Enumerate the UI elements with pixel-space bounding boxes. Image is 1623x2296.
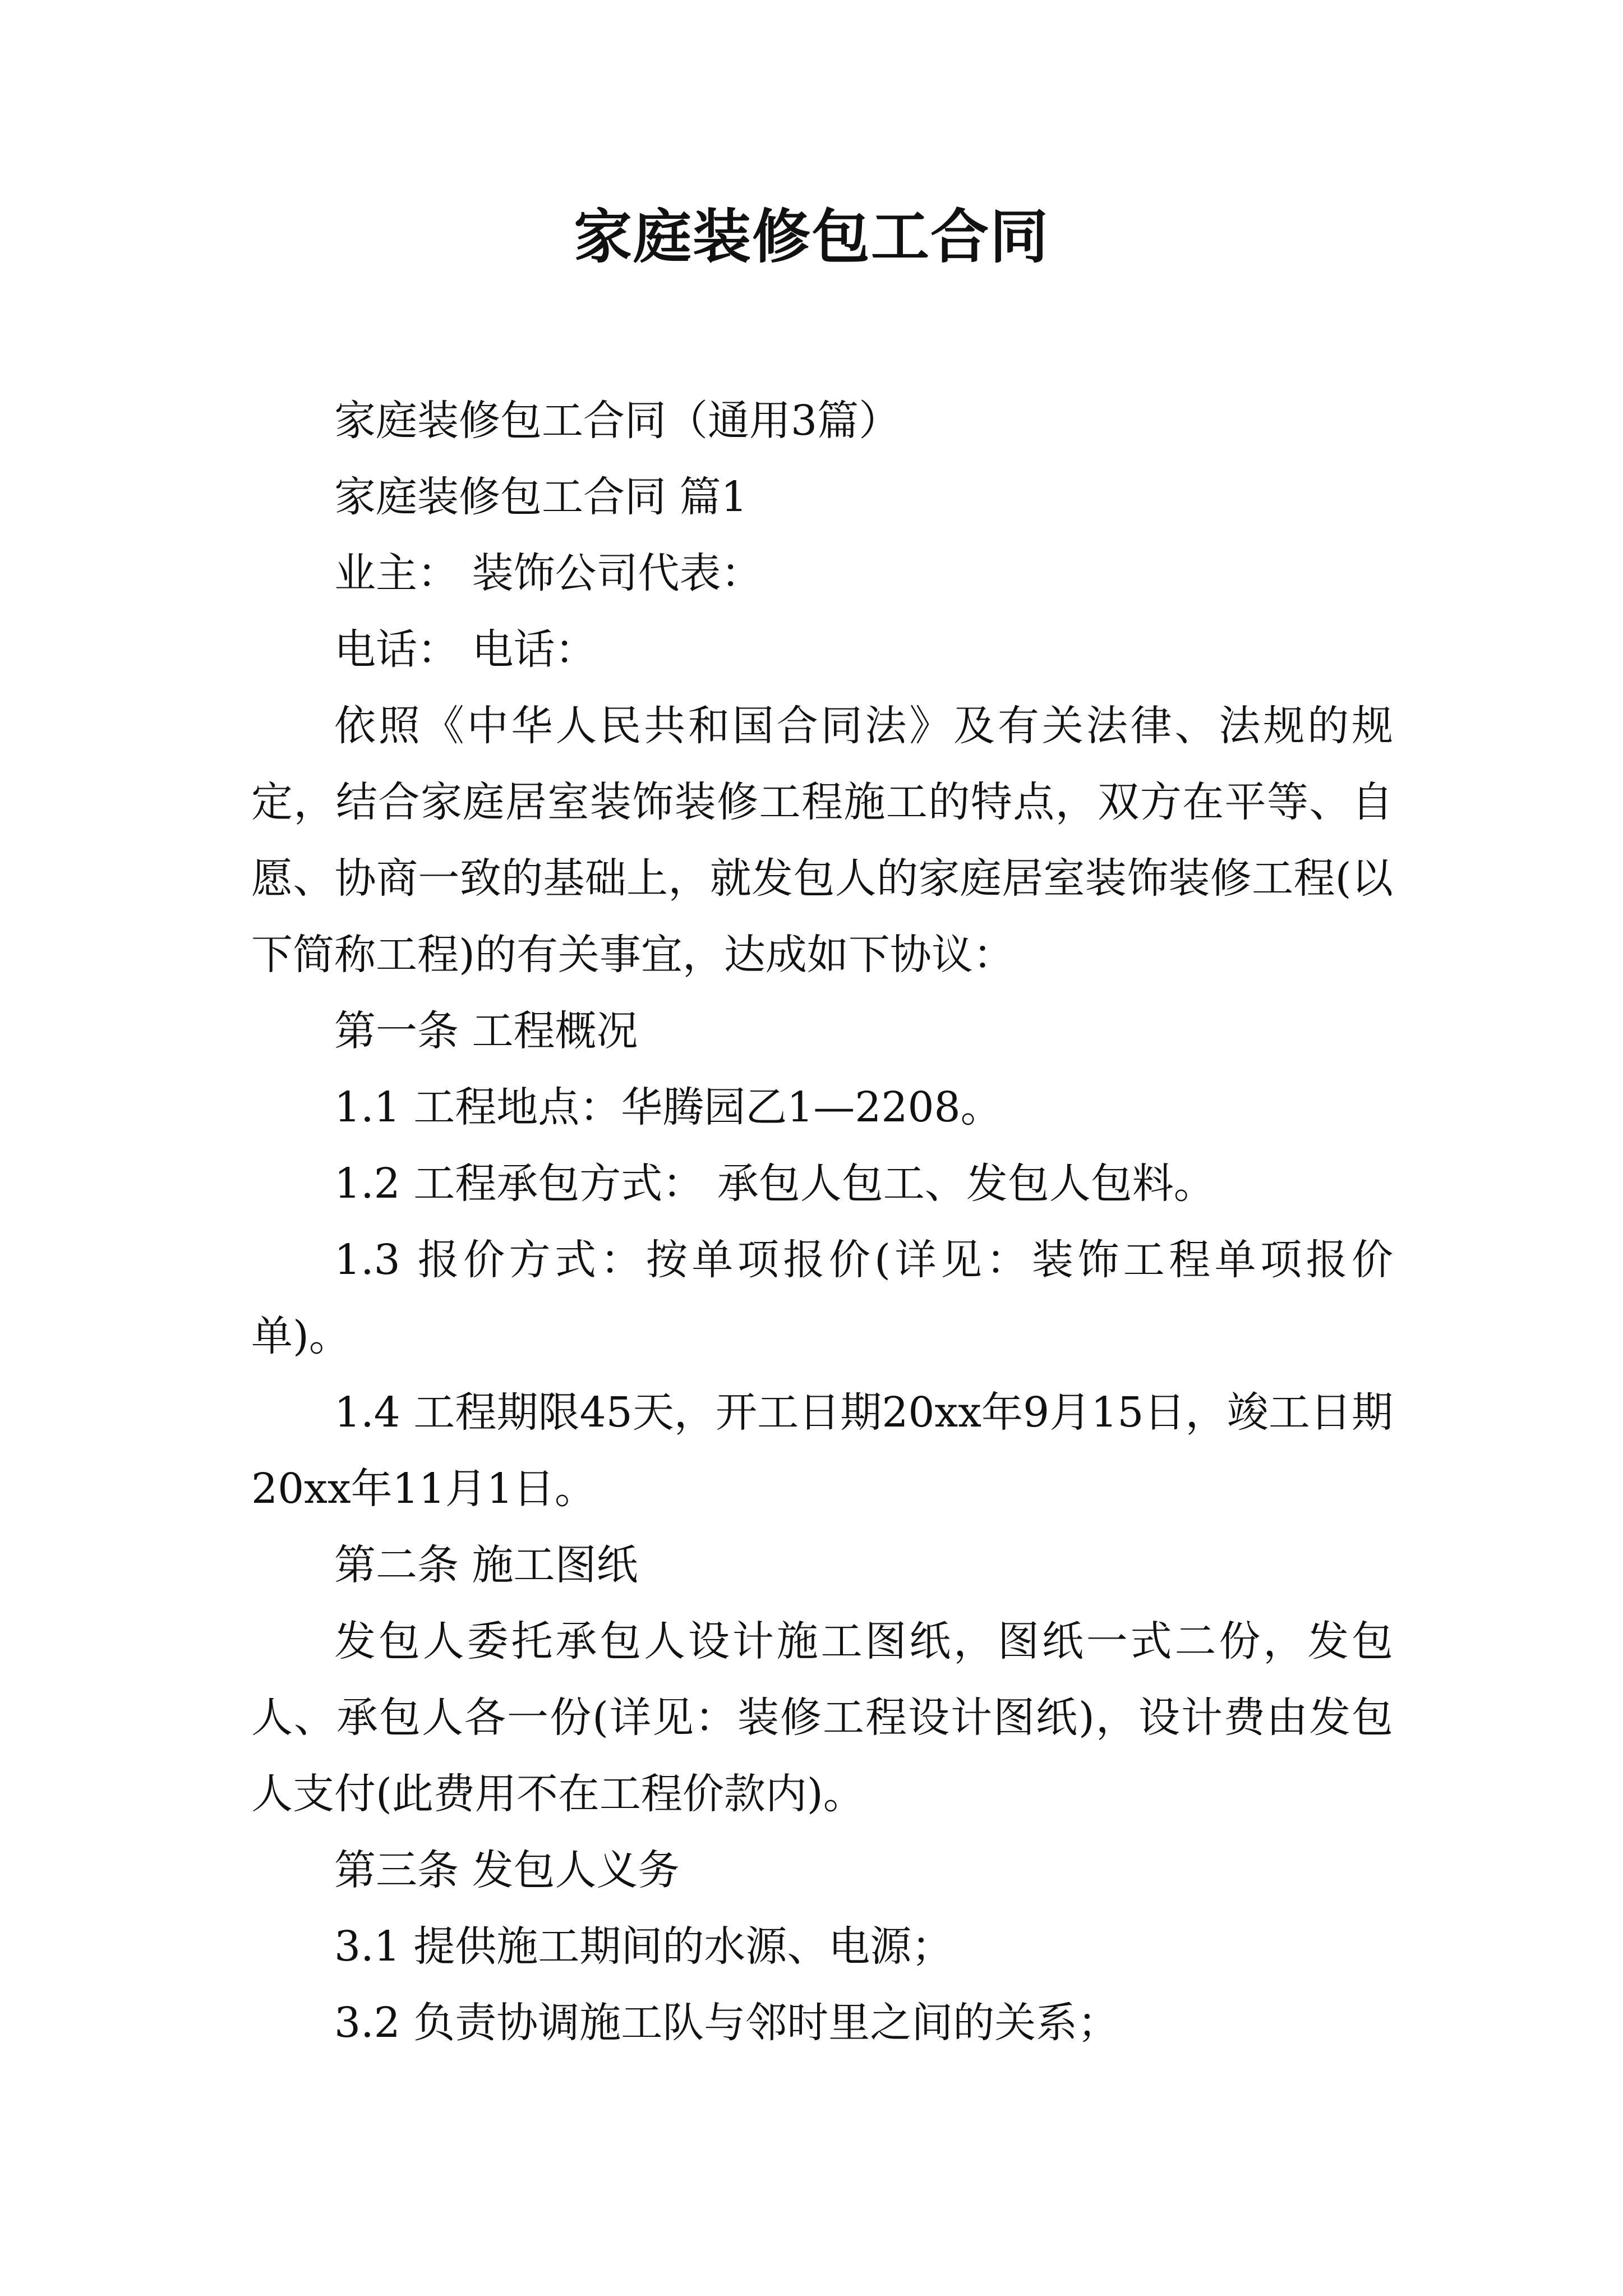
article-2-heading: 第二条 施工图纸 — [334, 1541, 638, 1589]
paragraph-parties: 业主： 装饰公司代表： — [334, 549, 763, 597]
document-title: 家庭装修包工合同 — [573, 202, 1049, 271]
clause-3-1: 3.1 提供施工期间的水源、电源； — [334, 1922, 953, 1971]
clause-1-4: 1.4 工程期限45天，开工日期20xx年9月15日，竣工日期20xx年11月1日。 — [251, 1388, 1393, 1513]
article-1-heading: 第一条 工程概况 — [334, 1007, 638, 1055]
paragraph-doc-heading: 家庭装修包工合同（通用3篇） — [334, 397, 901, 445]
clause-1-1: 1.1 工程地点：华腾园乙1—2208。 — [334, 1083, 1002, 1131]
clause-3-2: 3.2 负责协调施工队与邻时里之间的关系； — [334, 1999, 1119, 2047]
clause-1-2: 1.2 工程承包方式： 承包人包工、发包人包料。 — [334, 1159, 1215, 1208]
clause-1-3: 1.3 报价方式：按单项报价(详见：装饰工程单项报价单)。 — [251, 1236, 1393, 1360]
paragraph-part-heading: 家庭装修包工合同 篇1 — [334, 473, 748, 521]
paragraph-preamble: 依照《中华人民共和国合同法》及有关法律、法规的规定，结合家庭居室装饰装修工程施工的特点，双方在平等、自愿、协商一致的基础上，就发包人的家庭居室装饰装修工程(以下简称工程)的有关事宜，达成如下协议： — [251, 702, 1393, 979]
document-body — [251, 383, 1393, 2061]
article-3-heading: 第三条 发包人义务 — [334, 1846, 680, 1894]
paragraph-phones: 电话： 电话： — [334, 625, 597, 674]
article-2-text: 发包人委托承包人设计施工图纸，图纸一式二份，发包人、承包人各一份(详见：装修工程设计图纸)，设计费由发包人支付(此费用不在工程价款内)。 — [251, 1617, 1393, 1818]
